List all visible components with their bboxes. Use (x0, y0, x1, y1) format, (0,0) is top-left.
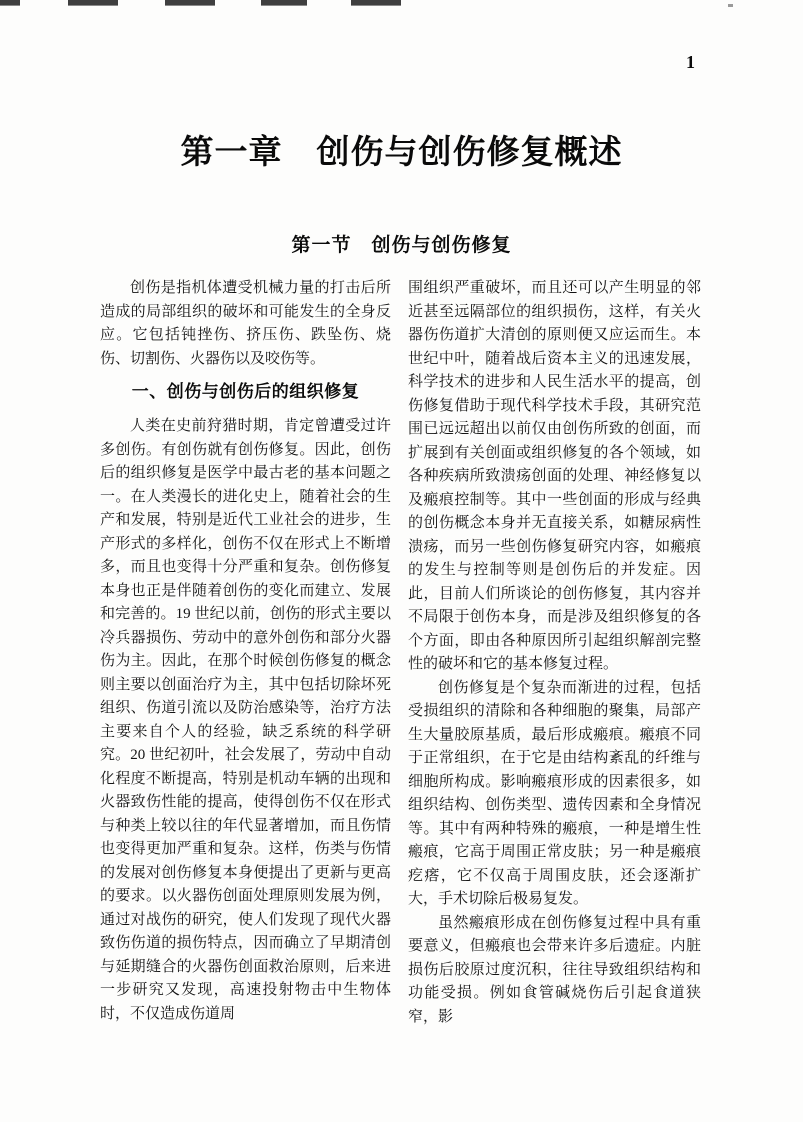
paragraph-history-of-trauma-repair: 人类在史前狩猎时期，肯定曾遭受过许多创伤。有创伤就有创伤修复。因此，创伤后的组织修复是医学中最古老的基本问题之一。在人类漫长的进化史上，随着社会的生产和发展，特别是近代工业社会的进步，生产形式的多样化，创伤不仅在形式上不断增多，而且也变得十分严重和复杂。创伤修复本身也正是伴随着创伤的变化而建立、发展和完善的。19 世纪以前，创伤的形式主要以冷兵器损伤、劳动中的意外创伤和部分火器伤为主。因此，在那个时候创伤修复的概念则主要以创面治疗为主，其中包括切除坏死组织、伤道引流以及防治感染等，治疗方法主要来自个人的经验，缺乏系统的科学研究。20 世纪初叶，社会发展了，劳动中自动化程度不断提高，特别是机动车辆的出现和火器致伤性能的提高，使得创伤不仅在形式与种类上较以往的年代显著增加，而且伤情也变得更加严重和复杂。这样，伤类与伤情的发展对创伤修复本身便提出了更新与更高的要求。以火器伤创面处理原则发展为例，通过对战伤的研究，使人们发现了现代火器致伤伤道的损伤特点，因而确立了早期清创与延期缝合的火器伤创面救治原则，后来进一步研究又发现，高速投射物击中生物体时，不仅造成伤道周 (100, 418, 391, 1022)
paragraph-trauma-definition: 创伤是指机体遭受机械力量的打击后所造成的局部组织的破坏和可能发生的全身反应。它包括钝挫伤、挤压伤、跌坠伤、烧伤、切割伤、火器伤以及咬伤等。 (100, 280, 391, 367)
page-number: 1 (686, 52, 696, 72)
chapter-title: 第一章 创伤与创伤修复概述 (180, 135, 623, 171)
scan-artifact-dash (0, 0, 20, 6)
paragraph-scar-sequelae: 虽然瘢痕形成在创伤修复过程中具有重要意义，但瘢痕也会带来许多后遗症。内脏损伤后胶原过度沉积，往往导致组织结构和功能受损。例如食管碱烧伤后引起食道狭窄，影 (408, 914, 701, 1025)
scan-artifact-dash (68, 0, 118, 6)
right-column (408, 277, 701, 1029)
paragraph-repair-process: 创伤修复是个复杂而渐进的过程，包括受损组织的清除和各种细胞的聚集，局部产生大量胶原基质，最后形成瘢痕。瘢痕不同于正常组织，在于它是由结构紊乱的纤维与细胞所构成。影响瘢痕形成的因素很多，如组织结构、创伤类型、遗传因素和全身情况等。其中有两种特殊的瘢痕，一种是增生性瘢痕，它高于周围正常皮肤；另一种是瘢痕疙瘩，它不仅高于周围皮肤，还会逐渐扩大，手术切除后极易复发。 (408, 679, 701, 907)
scan-artifact-dash (261, 0, 307, 6)
left-column (100, 277, 391, 1026)
scan-artifact-dash (165, 0, 215, 6)
scan-artifact-dot (728, 4, 733, 7)
section-title: 第一节 创伤与创伤修复 (291, 235, 512, 256)
subsection-heading: 一、创伤与创伤后的组织修复 (131, 382, 360, 401)
scan-artifact-dash (351, 0, 401, 6)
paragraph-history-continuation: 围组织严重破坏，而且还可以产生明显的邻近甚至远隔部位的组织损伤，这样，有关火器伤伤道扩大清创的原则便又应运而生。本世纪中叶，随着战后资本主义的迅速发展，科学技术的进步和人民生活水平的提高，创伤修复借助于现代科学技术手段，其研究范围已远远超出以前仅由创伤所致的创面，而扩展到有关创面或组织修复的各个领域，如各种疾病所致溃疡创面的处理、神经修复以及瘢痕控制等。其中一些创面的形成与经典的创伤概念本身并无直接关系，如糖尿病性溃疡，而另一些创伤修复研究内容，如瘢痕的发生与控制等则是创伤后的并发症。因此，目前人们所谈论的创伤修复，其内容并不局限于创伤本身，而是涉及组织修复的各个方面，即由各种原因所引起组织解剖完整性的破坏和它的基本修复过程。 (408, 280, 701, 672)
